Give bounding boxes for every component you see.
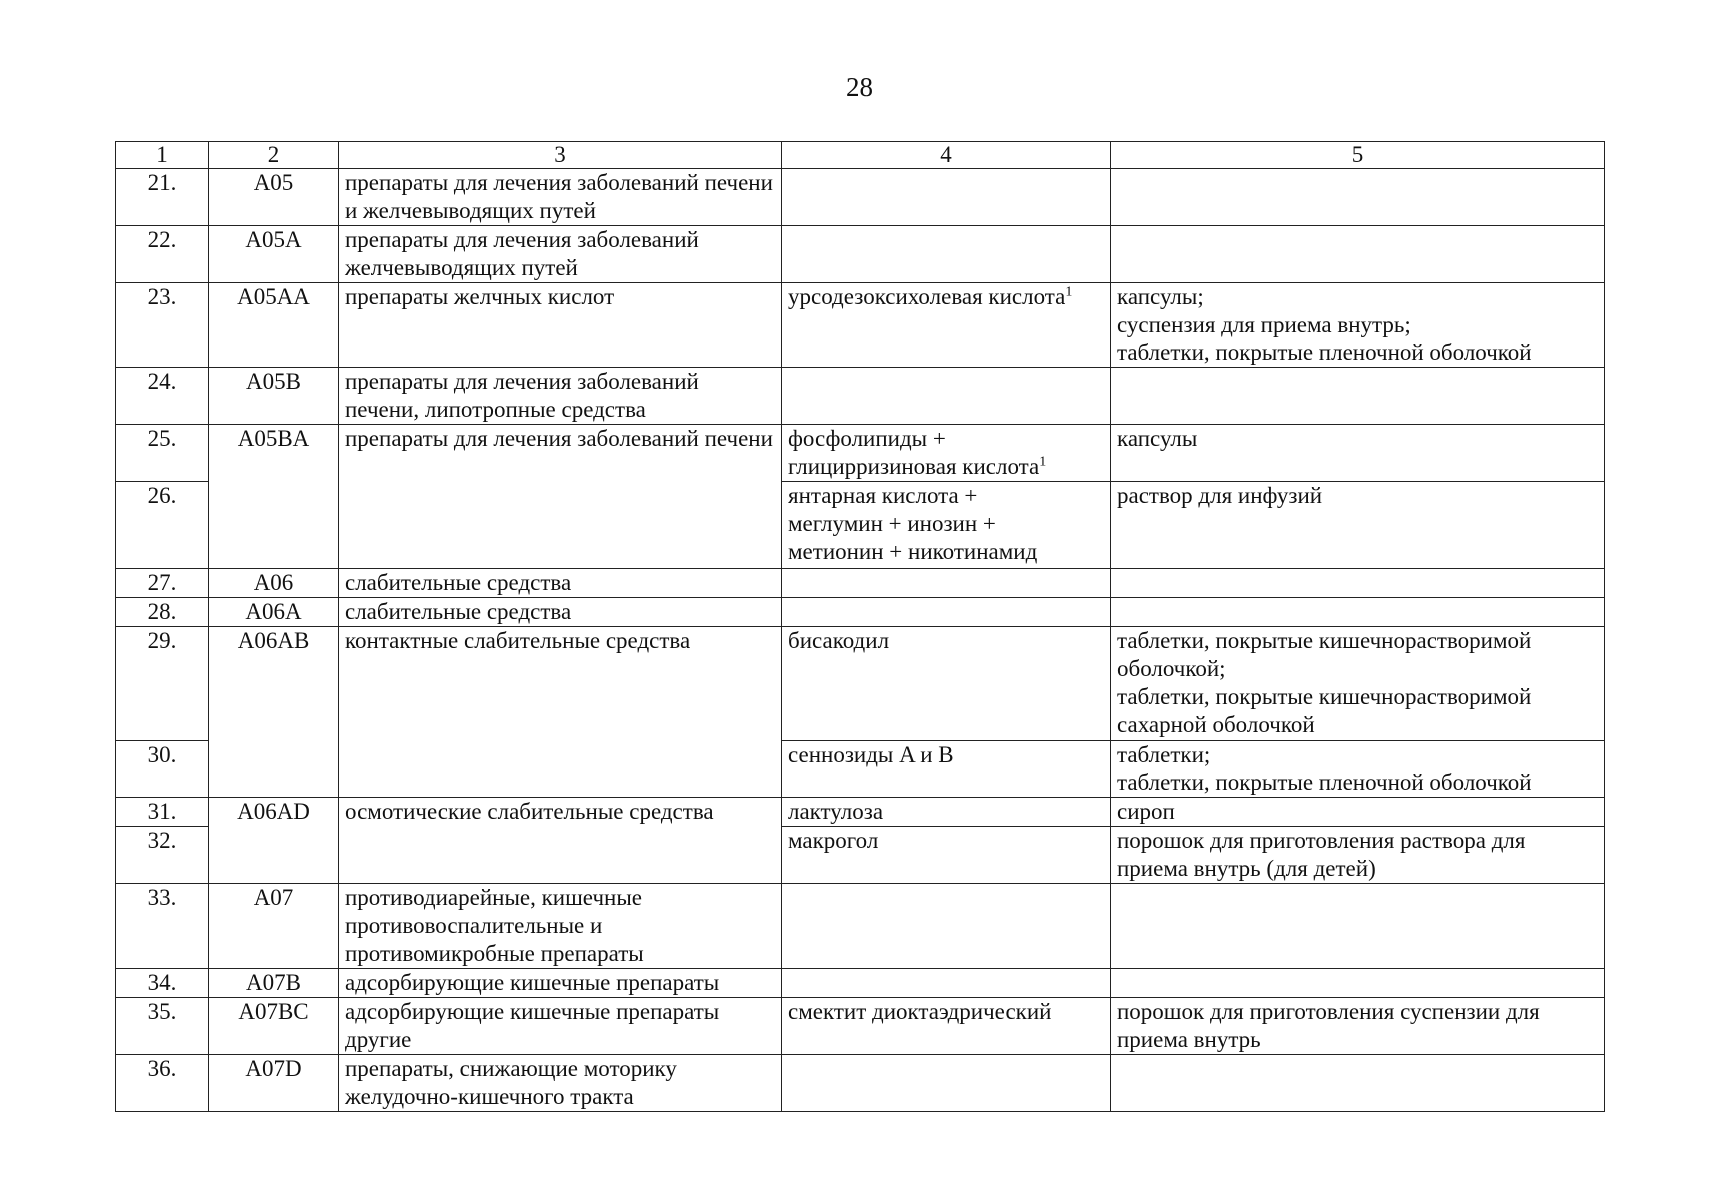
drug-name — [782, 969, 1111, 998]
dosage-forms — [1111, 169, 1605, 226]
row-number: 31. — [116, 798, 209, 827]
atc-group: адсорбирующие кишечные препараты другие — [339, 998, 782, 1055]
footnote-mark: 1 — [1039, 454, 1047, 470]
drug-table — [115, 141, 1605, 1112]
dosage-forms — [1111, 598, 1605, 627]
drug-name: фосфолипиды + глицирризиновая кислота — [788, 426, 1040, 479]
table-row — [116, 969, 1605, 998]
atc-code: A06A — [209, 598, 339, 627]
header-cell: 3 — [339, 142, 782, 169]
table-header-row — [116, 142, 1605, 169]
drug-name: янтарная кислота + меглумин + инозин + метионин + никотинамид — [782, 482, 1111, 569]
atc-group: препараты для лечения заболеваний печени — [339, 425, 782, 569]
row-number: 36. — [116, 1055, 209, 1112]
atc-group: адсорбирующие кишечные препараты — [339, 969, 782, 998]
row-number: 33. — [116, 884, 209, 969]
dosage-forms — [1111, 368, 1605, 425]
atc-group: препараты для лечения заболеваний печени, липотропные средства — [339, 368, 782, 425]
dosage-forms — [1111, 569, 1605, 598]
header-cell: 5 — [1111, 142, 1605, 169]
table-row — [116, 169, 1605, 226]
row-number: 27. — [116, 569, 209, 598]
row-number: 21. — [116, 169, 209, 226]
atc-code: A07BC — [209, 998, 339, 1055]
table-row — [116, 998, 1605, 1055]
atc-code: A05AA — [209, 283, 339, 368]
drug-name — [782, 569, 1111, 598]
atc-code: A05A — [209, 226, 339, 283]
drug-name: смектит диоктаэдрический — [782, 998, 1111, 1055]
table-row — [116, 798, 1605, 827]
row-number: 29. — [116, 627, 209, 741]
drug-name — [782, 368, 1111, 425]
row-number: 26. — [116, 482, 209, 569]
table-row — [116, 598, 1605, 627]
table-row — [116, 884, 1605, 969]
dosage-forms — [1111, 969, 1605, 998]
table-row — [116, 226, 1605, 283]
drug-name: макрогол — [782, 827, 1111, 884]
drug-name: сеннозиды A и B — [782, 741, 1111, 798]
atc-code: A05 — [209, 169, 339, 226]
atc-group: контактные слабительные средства — [339, 627, 782, 798]
atc-group: препараты для лечения заболеваний печени и желчевыводящих путей — [339, 169, 782, 226]
dosage-forms: капсулы; суспензия для приема внутрь; таблетки, покрытые пленочной оболочкой — [1111, 283, 1605, 368]
row-number: 28. — [116, 598, 209, 627]
drug-name — [782, 598, 1111, 627]
table-row — [116, 1055, 1605, 1112]
dosage-forms: капсулы — [1111, 425, 1605, 482]
header-cell: 1 — [116, 142, 209, 169]
atc-group: препараты для лечения заболеваний желчевыводящих путей — [339, 226, 782, 283]
header-cell: 2 — [209, 142, 339, 169]
row-number: 24. — [116, 368, 209, 425]
atc-code: A06AB — [209, 627, 339, 798]
row-number: 32. — [116, 827, 209, 884]
drug-name — [782, 169, 1111, 226]
table-row — [116, 627, 1605, 741]
drug-name: урсодезоксихолевая кислота — [788, 284, 1066, 309]
dosage-forms — [1111, 1055, 1605, 1112]
atc-group: противодиарейные, кишечные противовоспалительные и противомикробные препараты — [339, 884, 782, 969]
header-cell: 4 — [782, 142, 1111, 169]
dosage-forms: раствор для инфузий — [1111, 482, 1605, 569]
atc-code: A05BA — [209, 425, 339, 569]
atc-code: A06 — [209, 569, 339, 598]
dosage-forms — [1111, 226, 1605, 283]
atc-code: A07B — [209, 969, 339, 998]
atc-code: A07D — [209, 1055, 339, 1112]
row-number: 23. — [116, 283, 209, 368]
footnote-mark: 1 — [1065, 284, 1073, 300]
table-row — [116, 425, 1605, 482]
drug-name — [782, 884, 1111, 969]
drug-name — [782, 1055, 1111, 1112]
drug-name-cell — [782, 283, 1111, 368]
atc-group: препараты, снижающие моторику желудочно-кишечного тракта — [339, 1055, 782, 1112]
dosage-forms: таблетки, покрытые кишечнорастворимой оболочкой; таблетки, покрытые кишечнорастворимой сахарной оболочкой — [1111, 627, 1605, 741]
atc-code: A07 — [209, 884, 339, 969]
drug-name: бисакодил — [782, 627, 1111, 741]
atc-group: препараты желчных кислот — [339, 283, 782, 368]
row-number: 22. — [116, 226, 209, 283]
atc-code: A06AD — [209, 798, 339, 884]
row-number: 35. — [116, 998, 209, 1055]
table-row — [116, 569, 1605, 598]
table-row — [116, 283, 1605, 368]
row-number: 34. — [116, 969, 209, 998]
atc-group: слабительные средства — [339, 569, 782, 598]
dosage-forms: порошок для приготовления суспензии для приема внутрь — [1111, 998, 1605, 1055]
row-number: 30. — [116, 741, 209, 798]
dosage-forms: таблетки; таблетки, покрытые пленочной оболочкой — [1111, 741, 1605, 798]
dosage-forms: сироп — [1111, 798, 1605, 827]
row-number: 25. — [116, 425, 209, 482]
page-number: 28 — [846, 72, 873, 102]
drug-name — [782, 226, 1111, 283]
dosage-forms: порошок для приготовления раствора для приема внутрь (для детей) — [1111, 827, 1605, 884]
atc-group: осмотические слабительные средства — [339, 798, 782, 884]
atc-code: A05B — [209, 368, 339, 425]
atc-group: слабительные средства — [339, 598, 782, 627]
dosage-forms — [1111, 884, 1605, 969]
table-row — [116, 368, 1605, 425]
drug-name-cell — [782, 425, 1111, 482]
drug-name: лактулоза — [782, 798, 1111, 827]
